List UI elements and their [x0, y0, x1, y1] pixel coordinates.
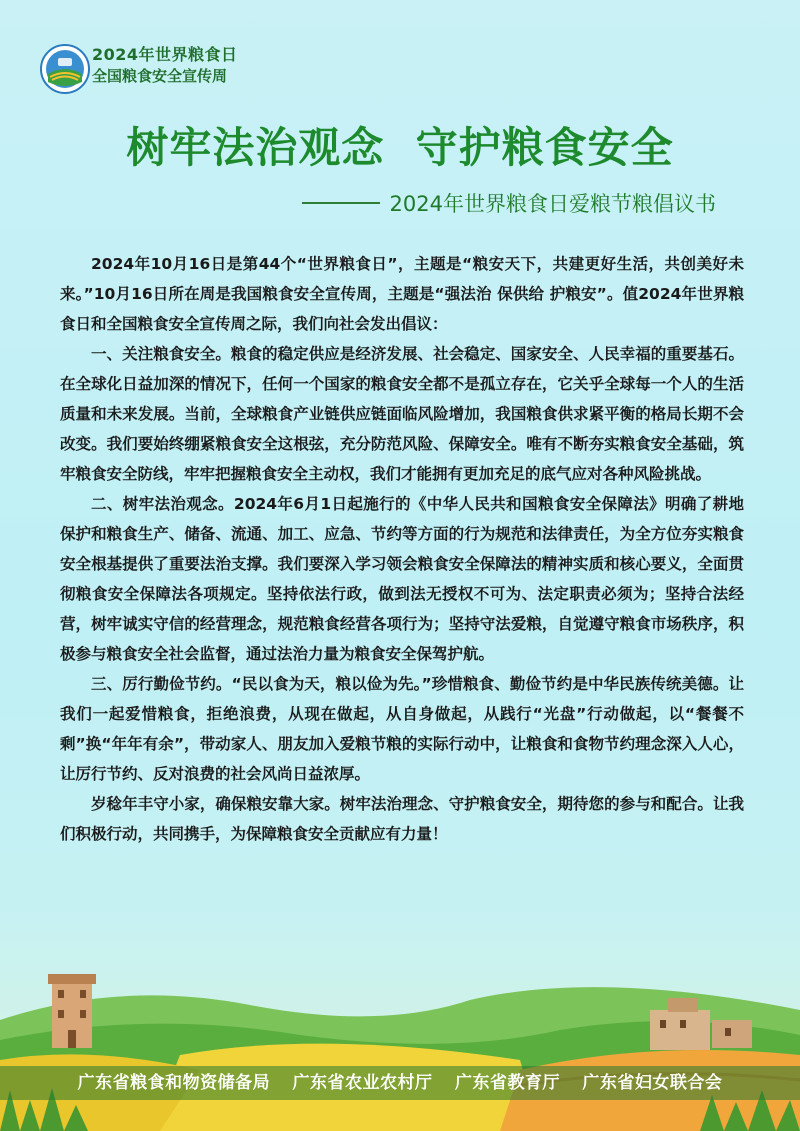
farmland-landscape-illustration — [0, 960, 800, 1131]
paragraph-closing: 岁稔年丰守小家，确保粮安靠大家。树牢法治理念、守护粮食安全，期待您的参与和配合。让我们积极行动，共同携手，为保障粮食安全贡献应有力量！ — [60, 795, 744, 843]
header-event-title — [92, 44, 238, 87]
paragraph-rule-of-law: 二、树牢法治观念。2024年6月1日起施行的《中华人民共和国粮食安全保障法》明确了耕地保护和粮食生产、储备、流通、加工、应急、节约等方面的行为规范和法律责任，为全方位夯实粮食安全根基提供了重要法治支撑。我们要深入学习领会粮食安全保障法的精神实质和核心要义，全面贯彻粮食安全保障法各项规定。坚持依法行政，做到法无授权不可为、法定职责必须为；坚持合法经营，树牢诚实守信的经营理念，规范粮食经营各项行为；坚持守法爱粮，自觉遵守粮食市场秩序，积极参与粮食安全社会监督，通过法治力量为粮食安全保驾护航。 — [60, 495, 744, 663]
footer-org-grain-bureau: 广东省粮食和物资储备局 — [77, 1073, 271, 1093]
subtitle-text: 2024年世界粮食日爱粮节粮倡议书 — [389, 192, 716, 216]
header-line-year: 2024年世界粮食日 — [92, 45, 238, 64]
header-line-week: 全国粮食安全宣传周 — [92, 67, 228, 85]
page-title: 树牢法治观念 守护粮食安全 — [126, 123, 674, 172]
proposal-body — [60, 249, 744, 849]
paragraph-intro: 2024年10月16日是第44个“世界粮食日”，主题是“粮安天下，共建更好生活，共创美好未来。”10月16日所在周是我国粮食安全宣传周，主题是“强法治 保供给 护粮安”。值2024年世界粮食日和全国粮食安全宣传周之际，我们向社会发出倡议： — [60, 255, 744, 333]
paragraph-food-security: 一、关注粮食安全。粮食的稳定供应是经济发展、社会稳定、国家安全、人民幸福的重要基石。在全球化日益加深的情况下，任何一个国家的粮食安全都不是孤立存在，它关乎全球每一个人的生活质量和未来发展。当前，全球粮食产业链供应链面临风险增加，我国粮食供求紧平衡的格局长期不会改变。我们要始终绷紧粮食安全这根弦，充分防范风险、保障安全。唯有不断夯实粮食安全基础，筑牢粮食安全防线，牢牢把握粮食安全主动权，我们才能拥有更加充足的底气应对各种风险挑战。 — [60, 345, 744, 483]
footer-org-womens-federation: 广东省妇女联合会 — [582, 1073, 723, 1093]
world-food-day-logo — [40, 44, 90, 94]
footer-org-agriculture-dept: 广东省农业农村厅 — [292, 1073, 433, 1093]
subtitle-dash — [302, 202, 380, 204]
footer-organizations — [0, 1069, 800, 1097]
footer-org-education-dept: 广东省教育厅 — [454, 1073, 560, 1093]
paragraph-thrift: 三、厉行勤俭节约。“民以食为天，粮以俭为先。”珍惜粮食、勤俭节约是中华民族传统美德。让我们一起爱惜粮食，拒绝浪费，从现在做起，从自身做起，从践行“光盘”行动做起，以“餐餐不剩”换“年年有余”，带动家人、朋友加入爱粮节粮的实际行动中，让粮食和食物节约理念深入人心，让厉行节约、反对浪费的社会风尚日益浓厚。 — [60, 675, 744, 783]
page-subtitle — [302, 190, 716, 218]
